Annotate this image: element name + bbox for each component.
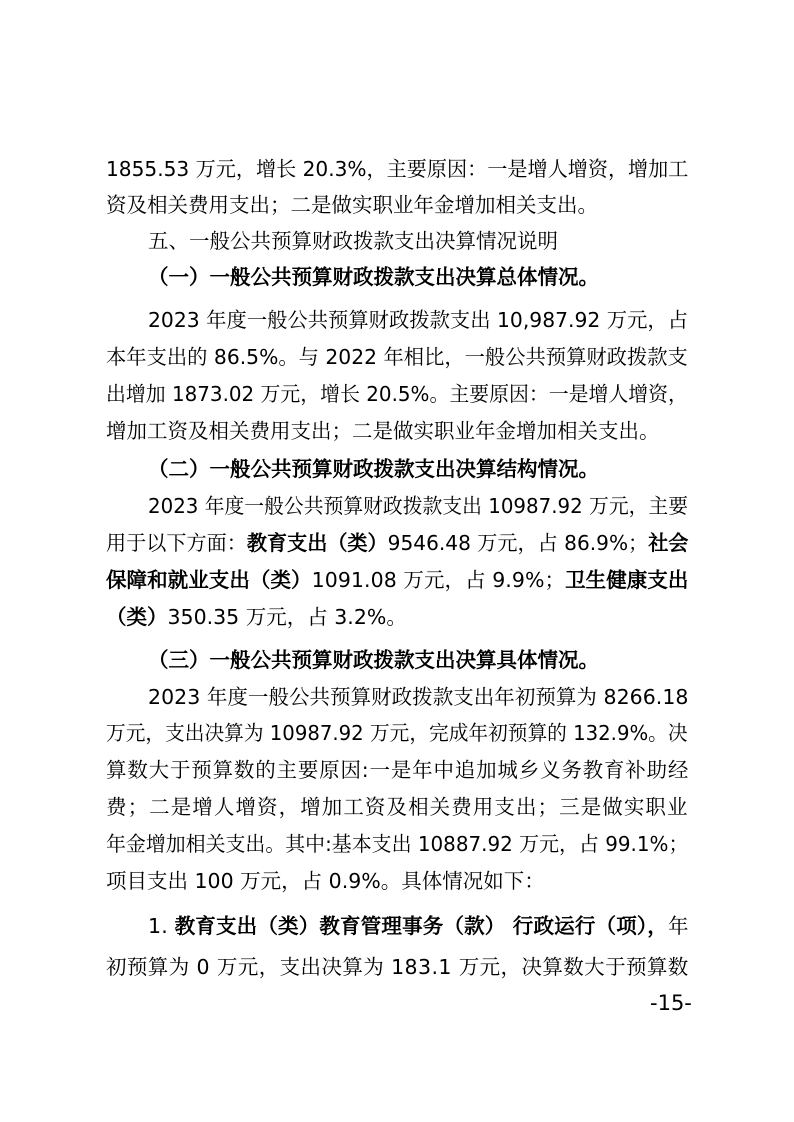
body-line	[106, 795, 689, 819]
body-line	[106, 345, 688, 369]
text-run: 1855.53 万元，增长 20.3%，主要原因：一是增人增资，增加工	[106, 157, 689, 181]
subsection-heading	[148, 457, 599, 481]
text-run: 费；二是增人增资，增加工资及相关费用支出；三是做实职业	[106, 795, 689, 819]
text-run: 用于以下方面：	[106, 531, 247, 555]
page-number: -15-	[650, 991, 692, 1015]
bold-text-run: 社会	[648, 531, 689, 555]
text-run: 2023 年度一般公共预算财政拨款支出年初预算为 8266.18	[148, 685, 689, 709]
bold-text-run: 教育支出（类）	[246, 531, 388, 555]
text-run: 年金增加相关支出。其中:基本支出 10887.92 万元，占 99.1%；	[106, 832, 689, 856]
body-line	[106, 721, 688, 745]
text-run: 本年支出的 86.5%。与 2022 年相比，一般公共预算财政拨款支	[106, 345, 688, 369]
text-run: 资及相关费用支出；二是做实职业年金增加相关支出。	[106, 193, 598, 217]
bold-text-run: 保障和就业支出（类）	[106, 568, 312, 592]
body-line	[106, 157, 688, 181]
body-line	[106, 568, 688, 592]
body-line	[106, 419, 660, 443]
body-line	[106, 955, 689, 979]
text-run: 2023 年度一般公共预算财政拨款支出 10987.92 万元，主要	[148, 494, 689, 518]
text-run: 算数大于预算数的主要原因:一是年中追加城乡义务教育补助经	[106, 758, 690, 782]
text-run: 1.	[148, 914, 175, 938]
text-run: 出增加 1873.02 万元，增长 20.5%。主要原因：一是增人增资，	[106, 382, 688, 406]
body-line	[148, 685, 689, 709]
subsection-heading	[148, 648, 599, 672]
body-line	[106, 832, 688, 856]
bold-text-run: 卫生健康支出	[565, 568, 689, 592]
body-line	[106, 605, 407, 629]
subsection-heading	[148, 265, 599, 289]
bold-text-run: （二）一般公共预算财政拨款支出决算结构情况。	[148, 457, 599, 481]
body-line	[106, 531, 688, 555]
body-line	[106, 758, 689, 782]
bold-text-run: 教育支出（类）教育管理事务（款） 行政运行（项），	[174, 914, 668, 938]
text-run: 项目支出 100 万元，占 0.9%。具体情况如下：	[106, 869, 545, 893]
text-run: 350.35 万元，占 3.2%。	[167, 605, 407, 629]
bold-text-run: （三）一般公共预算财政拨款支出决算具体情况。	[148, 648, 599, 672]
text-run: 2023 年度一般公共预算财政拨款支出 10,987.92 万元，占	[148, 308, 689, 332]
section-heading	[148, 229, 558, 253]
text-run: 9546.48 万元，占 86.9%；	[387, 531, 649, 555]
body-line	[148, 494, 688, 518]
text-run: 1091.08 万元，占 9.9%；	[311, 568, 566, 592]
text-run: 年	[667, 914, 689, 938]
bold-text-run: （类）	[106, 605, 168, 629]
text-run: 增加工资及相关费用支出；二是做实职业年金增加相关支出。	[106, 419, 660, 443]
bold-text-run: （一）一般公共预算财政拨款支出决算总体情况。	[148, 265, 599, 289]
body-line	[106, 869, 545, 893]
text-run: 五、一般公共预算财政拨款支出决算情况说明	[148, 229, 558, 253]
body-line	[106, 193, 598, 217]
body-line	[148, 914, 689, 938]
text-run: 万元，支出决算为 10987.92 万元，完成年初预算的 132.9%。决	[106, 721, 688, 745]
body-line	[148, 308, 688, 332]
body-line	[106, 382, 688, 406]
text-run: 初预算为 0 万元，支出决算为 183.1 万元，决算数大于预算数	[106, 955, 689, 979]
